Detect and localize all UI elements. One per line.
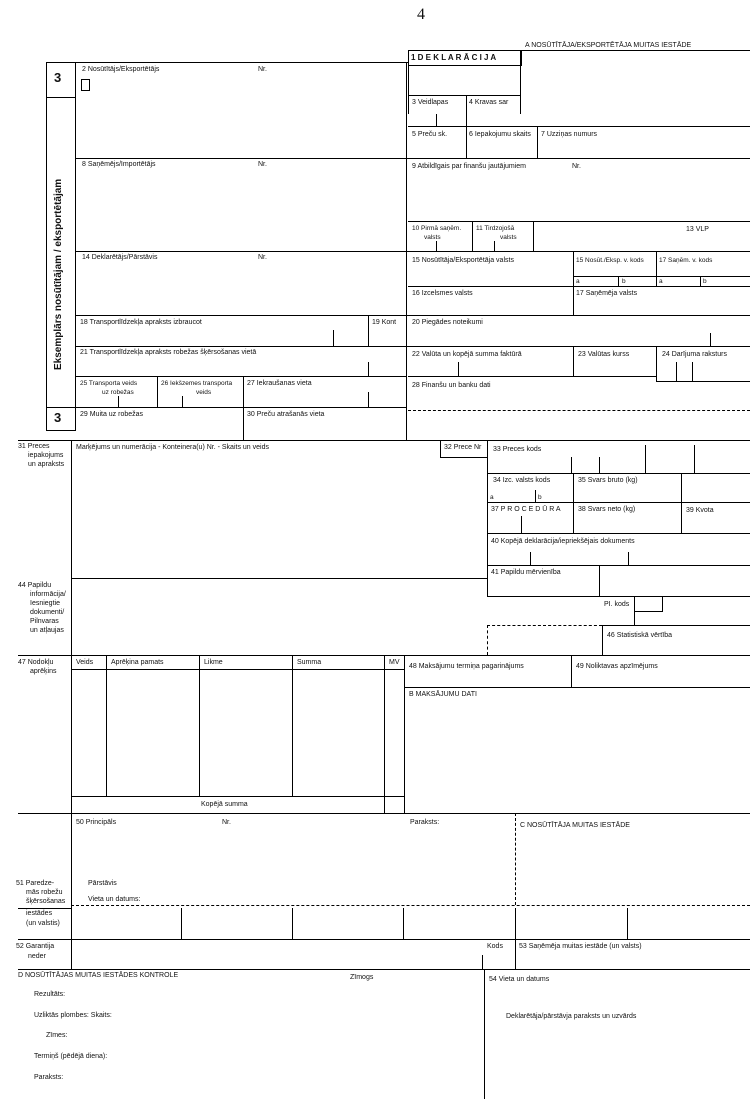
field-54-label: 54 Vieta un datums <box>489 976 550 983</box>
col-summa: Summa <box>297 659 322 666</box>
form-rule-line <box>466 126 467 158</box>
form-rule-line <box>368 392 369 407</box>
form-rule-line <box>656 251 657 286</box>
copy-vertical-label: Eksemplārs nosūtītājam / eksportētājam <box>53 178 64 370</box>
field-21-label: 21 Transportlīdzekļa apraksts robežas šķērsošanas vietā <box>80 349 257 356</box>
form-rule-line <box>199 655 200 796</box>
field-52-label: 52 Garantija <box>16 943 55 950</box>
form-rule-line <box>181 908 182 939</box>
field-10-label: 10 Pirmā saņēm. <box>412 225 462 232</box>
field-17a-b: b <box>703 278 707 285</box>
form-rule-line <box>106 655 107 796</box>
field-17a-label: 17 Saņēm. v. kods <box>659 257 713 264</box>
form-rule-line <box>408 221 750 222</box>
form-rule-line <box>487 440 488 596</box>
field-32-label: 32 Prece Nr <box>444 444 482 451</box>
form-rule-line <box>487 533 750 534</box>
field-48-label: 48 Maksājumu termiņa pagarinājums <box>409 663 524 670</box>
field-51-sub2: šķērsošanas <box>26 898 66 905</box>
col-mv: MV <box>389 659 400 666</box>
field-33-label: 33 Preces kods <box>493 446 542 453</box>
field-40-label: 40 Kopējā deklarācija/iepriekšējais dokuments <box>491 538 635 545</box>
form-rule-line <box>634 611 663 612</box>
field-51-sub4: (un valstis) <box>26 920 60 927</box>
field-44-label: 44 Papildu <box>18 582 52 589</box>
field-4-label: 4 Kravas sar <box>469 99 509 106</box>
field-17-label: 17 Saņēmēja valsts <box>576 290 638 297</box>
field-24-label: 24 Darījuma raksturs <box>662 351 727 358</box>
zimogs-label: Zīmogs <box>350 974 374 981</box>
form-rule-line <box>71 578 487 579</box>
plombes-label: Uzliktās plombes: Skaits: <box>34 1012 112 1019</box>
field-18-label: 18 Transportlīdzekļa apraksts izbraucot <box>80 319 202 326</box>
deklaretaja-label: Deklarētāja/pārstāvja paraksts un uzvārds <box>506 1013 637 1020</box>
field-25-label: 25 Transporta veids <box>80 380 138 387</box>
field-30-label: 30 Preču atrašanās vieta <box>247 411 325 418</box>
form-rule-line <box>333 330 334 346</box>
parstavis-label: Pārstāvis <box>88 880 117 887</box>
form-rule-line <box>520 50 750 51</box>
field-31-text: Marķējums un numerācija - Konteinera(u) Nr. - Skaits un veids <box>76 444 269 451</box>
form-rule-line <box>46 407 75 408</box>
form-rule-line <box>676 362 677 381</box>
declaration-title: 1 D E K L A R Ā C I J A <box>411 53 497 62</box>
form-rule-line <box>515 813 750 814</box>
kods-label: Kods <box>487 943 503 950</box>
termins-label: Termiņš (pēdējā diena): <box>34 1053 108 1060</box>
form-rule-line <box>662 596 663 611</box>
col-veids: Veids <box>76 659 94 666</box>
form-rule-line <box>484 969 485 1099</box>
form-rule-line <box>472 221 473 251</box>
form-rule-line <box>408 95 520 96</box>
form-rule-line <box>18 939 750 940</box>
form-rule-line <box>645 445 646 473</box>
field-34-a: a <box>490 494 494 501</box>
form-rule-line <box>75 376 406 377</box>
form-rule-line <box>71 440 72 813</box>
form-rule-line <box>656 381 750 382</box>
field-15a-label: 15 Nosūt./Eksp. v. kods <box>576 257 644 264</box>
field-28-label: 28 Finanšu un banku dati <box>412 382 491 389</box>
kopeja-summa-label: Kopējā summa <box>201 801 248 808</box>
form-rule-line <box>75 158 750 159</box>
form-rule-line <box>515 908 516 939</box>
form-rule-line <box>571 655 572 687</box>
rezultats-label: Rezultāts: <box>34 991 66 998</box>
field-31-sub1: iepakojums <box>28 452 64 459</box>
field-53-label: 53 Saņēmēja muitas iestāde (un valsts) <box>519 943 642 950</box>
paraksts2-label: Paraksts: <box>34 1074 64 1081</box>
form-rule-line <box>530 552 531 565</box>
form-rule-line <box>520 50 521 114</box>
form-rule-line <box>18 969 750 970</box>
form-rule-line <box>75 346 750 347</box>
form-rule-line <box>573 276 750 277</box>
form-rule-line <box>404 687 750 688</box>
form-rule-line <box>292 655 293 796</box>
field-14-label: 14 Deklarētājs/Pārstāvis <box>82 254 158 261</box>
col-likme: Likme <box>204 659 223 666</box>
form-rule-line <box>571 457 572 473</box>
field-35-label: 35 Svars bruto (kg) <box>578 477 638 484</box>
field-8-nr: Nr. <box>258 161 267 168</box>
form-rule-line <box>482 955 483 969</box>
field-10-sub: valsts <box>424 234 441 241</box>
form-rule-line <box>368 315 369 346</box>
field-20-label: 20 Piegādes noteikumi <box>412 319 483 326</box>
field-41-label: 41 Papildu mērvienība <box>491 569 561 576</box>
form-rule-line <box>487 473 750 474</box>
form-rule-line <box>384 796 385 813</box>
field-34-b: b <box>538 494 542 501</box>
form-rule-line <box>436 114 437 126</box>
vieta-datums-label: Vieta un datums: <box>88 896 141 903</box>
form-rule-line <box>18 440 750 441</box>
field-31-label: 31 Preces <box>18 443 50 450</box>
field-6-label: 6 Iepakojumu skaits <box>469 131 531 138</box>
form-rule-line <box>599 565 600 596</box>
form-rule-line <box>157 376 158 407</box>
field-51-sub1: mās robežu <box>26 889 63 896</box>
field-17a-a: a <box>659 278 663 285</box>
field-2-checkbox[interactable] <box>81 79 90 91</box>
form-rule-line <box>118 396 119 407</box>
field-46-label: 46 Statistiskā vērtība <box>607 632 672 639</box>
form-rule-line <box>628 552 629 565</box>
paraksts-label: Paraksts: <box>410 819 440 826</box>
form-rule-line <box>618 276 619 286</box>
copy-number-top: 3 <box>54 70 62 85</box>
field-5-label: 5 Preču sk. <box>412 131 448 138</box>
form-rule-line <box>710 333 711 346</box>
form-rule-line <box>515 813 516 905</box>
field-25-sub: uz robežas <box>102 389 134 396</box>
form-rule-line <box>487 565 750 566</box>
form-rule-line <box>440 457 487 458</box>
form-rule-line <box>71 669 404 670</box>
field-15-label: 15 Nosūtītāja/Eksportētāja valsts <box>412 257 514 264</box>
col-pamats: Aprēķina pamats <box>111 659 164 666</box>
form-rule-line <box>408 376 656 377</box>
form-rule-line <box>694 445 695 473</box>
form-rule-line <box>599 457 600 473</box>
field-44-sub3: dokumenti/ <box>30 609 65 616</box>
form-rule-line <box>368 362 369 376</box>
c-office-label: C NOSŪTĪTĀJA MUITAS IESTĀDE <box>520 822 630 829</box>
form-rule-line <box>515 939 516 969</box>
form-rule-line <box>494 241 495 251</box>
field-44-sub1: informācija/ <box>30 591 66 598</box>
field-16-label: 16 Izcelsmes valsts <box>412 290 473 297</box>
field-26-label: 26 Iekšzemes transporta <box>161 380 233 387</box>
field-11-sub: valsts <box>500 234 517 241</box>
form-rule-line <box>533 221 534 251</box>
field-15a-b: b <box>622 278 626 285</box>
field-44-sub4: Pilnvaras <box>30 618 59 625</box>
form-rule-line <box>466 95 467 126</box>
form-rule-line <box>458 362 459 376</box>
field-29-label: 29 Muita uz robežas <box>80 411 144 418</box>
form-rule-line <box>75 315 750 316</box>
form-rule-line <box>681 502 682 533</box>
field-9-label: 9 Atbildīgais par finanšu jautājumiem <box>412 163 527 170</box>
field-2-label: 2 Nosūtītājs/Eksportētājs <box>82 66 160 73</box>
form-rule-line <box>692 362 693 381</box>
field-7-label: 7 Uzziņas numurs <box>541 131 598 138</box>
form-rule-line <box>71 813 72 939</box>
form-rule-line <box>408 126 750 127</box>
form-rule-line <box>700 276 701 286</box>
form-rule-line <box>404 655 405 813</box>
form-rule-line <box>602 625 750 626</box>
field-49-label: 49 Noliktavas apzīmējums <box>576 663 658 670</box>
form-rule-line <box>627 908 628 939</box>
field-8-label: 8 Saņēmējs/Importētājs <box>82 161 156 168</box>
field-39-label: 39 Kvota <box>686 507 714 514</box>
b-payment-label: B MAKSĀJUMU DATI <box>409 691 477 698</box>
field-22-label: 22 Valūta un kopējā summa faktūrā <box>412 351 522 358</box>
copy-number-bottom: 3 <box>54 410 62 425</box>
page-number: 4 <box>417 6 425 23</box>
pi-kods-label: PI. kods <box>604 601 630 608</box>
form-rule-line <box>182 396 183 407</box>
form-rule-line <box>403 908 404 939</box>
field-44-sub2: Iesniegtie <box>30 600 60 607</box>
form-rule-line <box>408 410 750 411</box>
form-rule-line <box>487 596 750 597</box>
form-rule-line <box>75 251 750 252</box>
field-2-nr: Nr. <box>258 66 267 73</box>
form-rule-line <box>75 62 408 63</box>
field-47-sub: aprēķins <box>30 668 57 675</box>
form-rule-line <box>18 908 71 909</box>
form-rule-line <box>436 241 437 251</box>
field-52-sub: neder <box>28 953 46 960</box>
field-51-label: 51 Paredze- <box>16 880 55 887</box>
form-rule-line <box>521 516 522 533</box>
form-rule-line <box>656 346 657 381</box>
form-rule-line <box>71 905 750 906</box>
field-47-label: 47 Nodokļu <box>18 659 54 666</box>
form-rule-line <box>573 473 574 533</box>
form-rule-line <box>440 440 441 457</box>
form-rule-line <box>75 407 406 408</box>
form-rule-line <box>487 502 750 503</box>
form-rule-line <box>602 625 603 655</box>
field-44-sub5: un atļaujas <box>30 627 64 634</box>
form-rule-line <box>46 97 75 98</box>
form-rule-line <box>243 407 244 440</box>
form-rule-line <box>243 376 244 407</box>
form-rule-line <box>573 251 574 286</box>
form-rule-line <box>573 346 574 376</box>
field-9-nr: Nr. <box>572 163 581 170</box>
form-rule-line <box>573 286 574 315</box>
form-rule-line <box>292 908 293 939</box>
field-13-label: 13 VLP <box>686 226 709 233</box>
field-34-label: 34 Izc. valsts kods <box>493 477 551 484</box>
field-51-sub3: iestādes <box>26 910 53 917</box>
form-rule-line <box>408 286 750 287</box>
form-rule-line <box>71 796 404 797</box>
field-31-sub2: un apraksts <box>28 461 65 468</box>
form-rule-line <box>487 625 488 655</box>
field-27-label: 27 Iekraušanas vieta <box>247 380 312 387</box>
form-rule-line <box>487 625 602 626</box>
field-15a-a: a <box>576 278 580 285</box>
field-3-label: 3 Veidlapas <box>412 99 449 106</box>
field-14-nr: Nr. <box>258 254 267 261</box>
field-26-sub: veids <box>196 389 212 396</box>
a-office-label: A NOSŪTĪTĀJA/EKSPORTĒTĀJA MUITAS IESTĀDE <box>525 42 692 49</box>
field-50-label: 50 Principāls <box>76 819 117 826</box>
field-23-label: 23 Valūtas kurss <box>578 351 630 358</box>
zimes-label: Zīmes: <box>46 1032 68 1039</box>
field-37-label: 37 P R O C E D Ū R A <box>491 506 561 513</box>
field-38-label: 38 Svars neto (kg) <box>578 506 636 513</box>
form-rule-line <box>408 50 409 114</box>
field-19-label: 19 Kont <box>372 319 397 326</box>
field-50-nr: Nr. <box>222 819 231 826</box>
form-rule-line <box>537 126 538 158</box>
form-rule-line <box>384 655 385 796</box>
form-rule-line <box>681 473 682 502</box>
form-rule-line <box>535 490 536 502</box>
d-control-label: D NOSŪTĪTĀJAS MUITAS IESTĀDES KONTROLE <box>18 972 179 979</box>
field-11-label: 11 Tirdzojošā <box>476 225 515 232</box>
form-rule-line <box>71 939 72 969</box>
